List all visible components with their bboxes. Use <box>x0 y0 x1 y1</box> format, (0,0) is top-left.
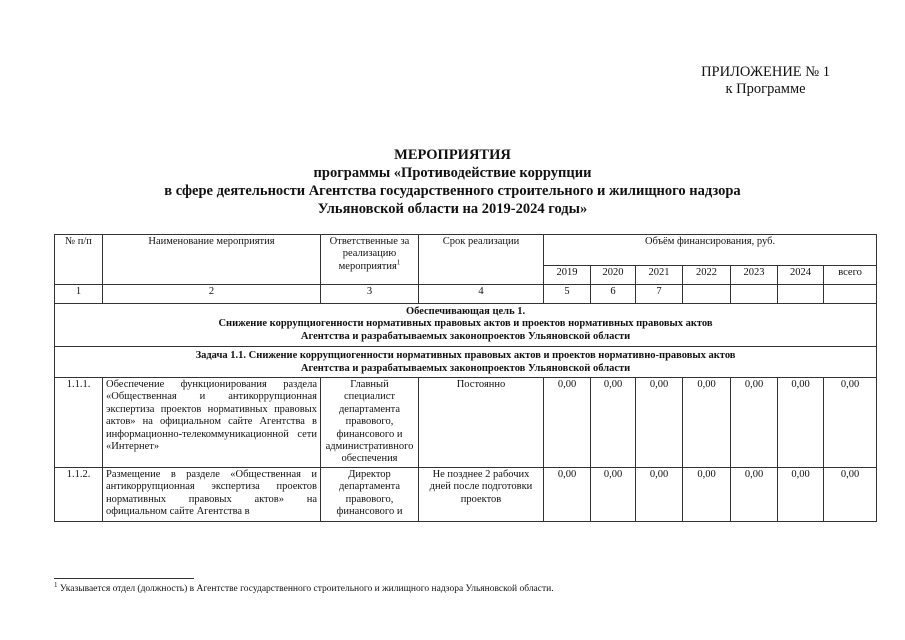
footnote <box>54 580 554 594</box>
row-value-2023: 0,00 <box>731 467 778 521</box>
row-responsible: Директор департамента правового, финансового и <box>321 467 419 521</box>
footnote-mark: 1 <box>54 580 58 589</box>
table-row <box>55 467 877 521</box>
column-number <box>778 285 824 304</box>
column-number <box>731 285 778 304</box>
year-2024: 2024 <box>778 266 824 285</box>
task-row <box>55 347 877 378</box>
footnote-ref: 1 <box>396 258 401 267</box>
row-value-2022: 0,00 <box>683 378 731 468</box>
row-responsible: Главный специалист департамента правового, финансового и административного обеспечения <box>321 378 419 468</box>
year-2021: 2021 <box>636 266 683 285</box>
row-num: 1.1.2. <box>55 467 103 521</box>
header-num: № п/п <box>55 235 103 285</box>
row-value-2021: 0,00 <box>636 378 683 468</box>
footnote-separator <box>54 578 194 579</box>
row-value-2022: 0,00 <box>683 467 731 521</box>
row-value-2019: 0,00 <box>544 378 591 468</box>
header-term: Срок реализации <box>419 235 544 285</box>
row-value-total: 0,00 <box>824 467 877 521</box>
column-number <box>683 285 731 304</box>
column-number-row <box>55 285 877 304</box>
row-name: Размещение в разделе «Общественная и антикоррупционная экспертиза проектов нормативных правовых актов» на официальном сайте Агентства в <box>103 467 321 521</box>
row-num: 1.1.1. <box>55 378 103 468</box>
goal-line-2: Снижение коррупциогенности нормативных правовых актов и проектов нормативных правовых актов <box>218 318 713 330</box>
row-term: Постоянно <box>419 378 544 468</box>
appendix-line-1: ПРИЛОЖЕНИЕ № 1 <box>701 64 830 80</box>
column-number: 5 <box>544 285 591 304</box>
title-line-4: Ульяновской области на 2019-2024 годы» <box>317 201 588 217</box>
goal-line-1: Обеспечивающая цель 1. <box>405 306 526 317</box>
column-number: 4 <box>419 285 544 304</box>
year-2019: 2019 <box>544 266 591 285</box>
header-responsible-text: Ответственные за реализацию мероприятия <box>329 236 410 272</box>
table-row <box>55 378 877 468</box>
appendix-line-2: к Программе <box>725 81 806 97</box>
row-name: Обеспечение функционирования раздела «Общественная и антикоррупционная экспертиза проектов нормативных правовых актов» на официальном сайте Агентства в информационно-телекоммуникационной сети «Интернет» <box>103 378 321 468</box>
row-value-2019: 0,00 <box>544 467 591 521</box>
header-responsible <box>321 235 419 285</box>
year-total: всего <box>824 266 877 285</box>
goal-cell <box>55 304 877 347</box>
column-number: 7 <box>636 285 683 304</box>
row-value-total: 0,00 <box>824 378 877 468</box>
task-line-1: Задача 1.1. Снижение коррупциогенности нормативных правовых актов и проектов нормативно-правовых актов <box>195 350 736 362</box>
activities-table <box>54 234 877 522</box>
column-number: 6 <box>591 285 636 304</box>
row-value-2020: 0,00 <box>591 378 636 468</box>
row-value-2021: 0,00 <box>636 467 683 521</box>
title-line-2: программы «Противодействие коррупции <box>313 165 592 181</box>
column-number: 2 <box>103 285 321 304</box>
header-name: Наименование мероприятия <box>103 235 321 285</box>
task-cell <box>55 347 877 378</box>
year-2020: 2020 <box>591 266 636 285</box>
row-value-2023: 0,00 <box>731 378 778 468</box>
row-value-2024: 0,00 <box>778 467 824 521</box>
title-line-1: МЕРОПРИЯТИЯ <box>394 147 511 163</box>
task-line-2: Агентства и разрабатываемых законопроектов Ульяновской области <box>300 362 631 374</box>
row-term: Не позднее 2 рабочих дней после подготовки проектов <box>419 467 544 521</box>
year-2023: 2023 <box>731 266 778 285</box>
title-line-3: в сфере деятельности Агентства государственного строительного и жилищного надзора <box>164 183 741 199</box>
goal-row <box>55 304 877 347</box>
goal-line-3: Агентства и разрабатываемых законопроектов Ульяновской области <box>300 330 631 342</box>
header-row-1 <box>55 235 877 266</box>
row-value-2024: 0,00 <box>778 378 824 468</box>
document-title <box>0 146 905 218</box>
year-2022: 2022 <box>683 266 731 285</box>
row-value-2020: 0,00 <box>591 467 636 521</box>
appendix-label <box>701 64 830 98</box>
column-number: 3 <box>321 285 419 304</box>
header-financing: Объём финансирования, руб. <box>544 235 877 266</box>
column-number: 1 <box>55 285 103 304</box>
footnote-text: Указывается отдел (должность) в Агентстве государственного строительного и жилищного надзора Ульяновской области. <box>57 584 554 594</box>
column-number <box>824 285 877 304</box>
